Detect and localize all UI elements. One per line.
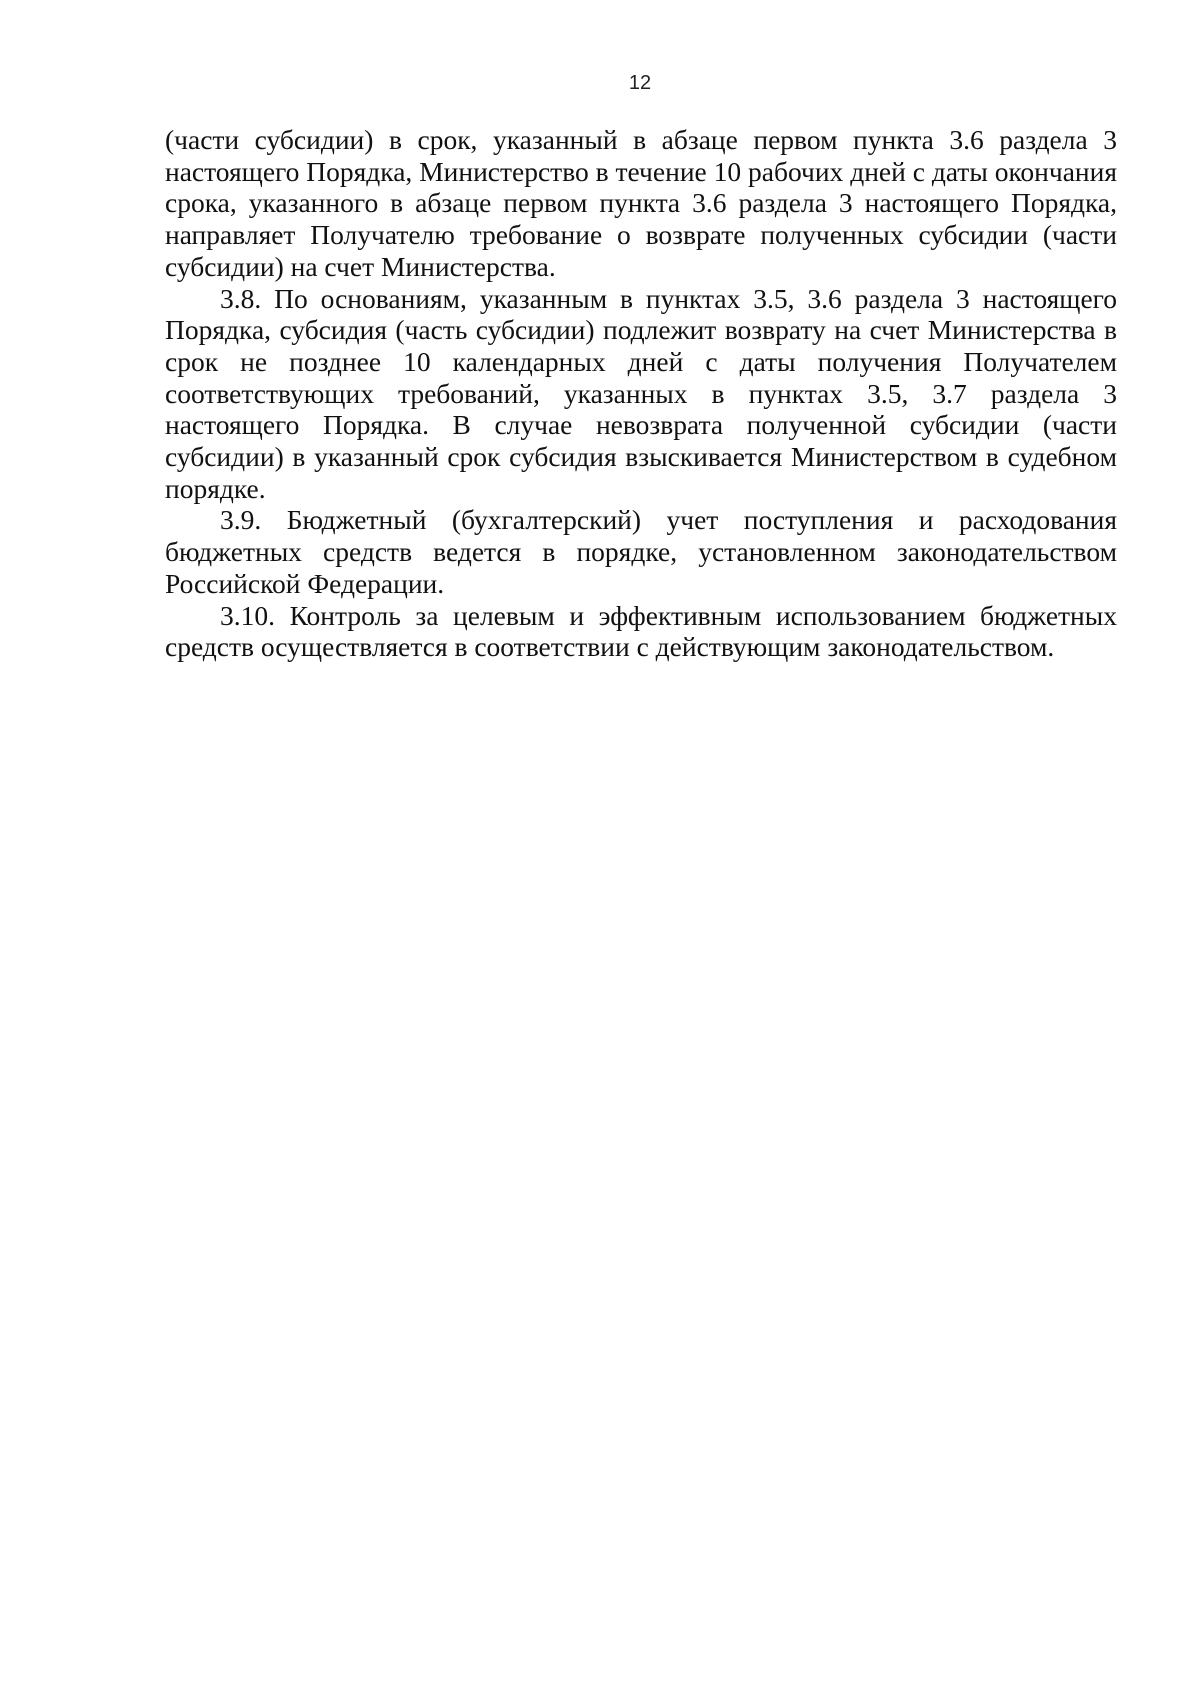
paragraph-continuation: (части субсидии) в срок, указанный в абзаце первом пункта 3.6 раздела 3 настоящего Порядка, Министерство в течение 10 рабочих дней с даты окончания срока, указанного в абзаце первом пункта 3.6 раздела 3 настоящего Порядка, направляет Получателю требование о возврате полученных субсидии (части субсидии) на счет Министерства. bbox=[165, 124, 1117, 282]
document-body bbox=[165, 124, 1117, 663]
page-number: 12 bbox=[628, 72, 652, 94]
paragraph-3-10: 3.10. Контроль за целевым и эффективным использованием бюджетных средств осуществляется в соответствии с действующим законодательством. bbox=[165, 599, 1117, 663]
paragraph-3-8: 3.8. По основаниям, указанным в пунктах 3.5, 3.6 раздела 3 настоящего Порядка, субсидия (часть субсидии) подлежит возврату на счет Министерства в срок не позднее 10 календарных дней с даты получения Получателем соответствующих требований, указанных в пунктах 3.5, 3.7 раздела 3 настоящего Порядка. В случае невозврата полученной субсидии (части субсидии) в указанный срок субсидия взыскивается Министерством в судебном порядке. bbox=[165, 282, 1117, 504]
paragraph-3-9: 3.9. Бюджетный (бухгалтерский) учет поступления и расходования бюджетных средств ведется в порядке, установленном законодательством Российской Федерации. bbox=[165, 504, 1117, 599]
